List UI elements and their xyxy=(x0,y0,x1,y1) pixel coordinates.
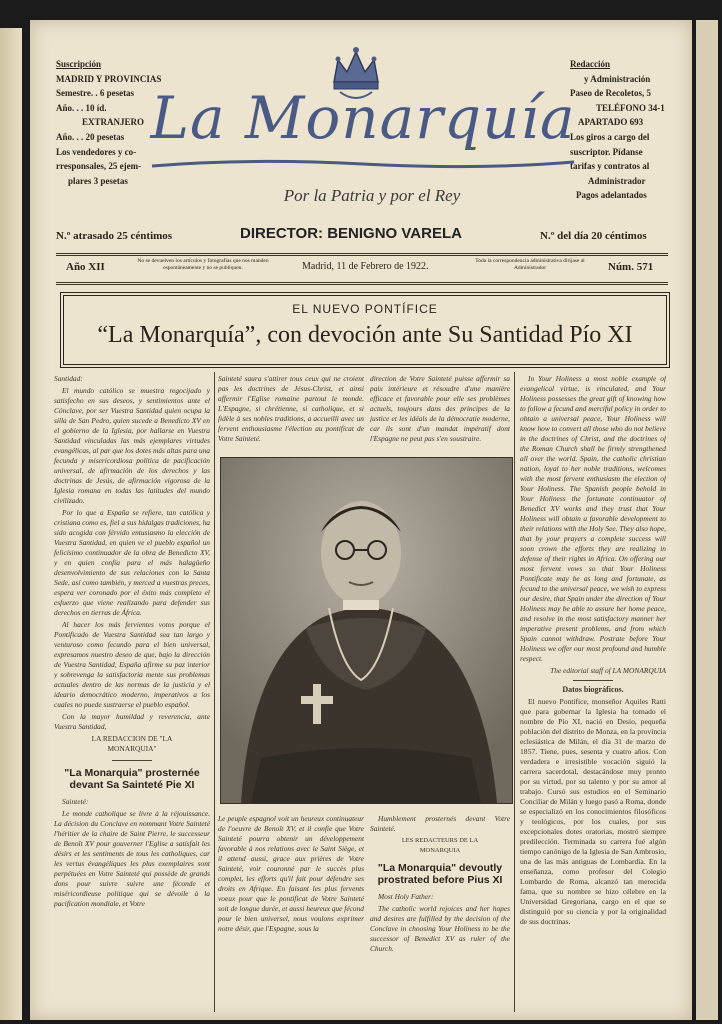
director-line: DIRECTOR: BENIGNO VARELA xyxy=(240,225,462,242)
biography-heading: Datos biográficos. xyxy=(562,685,624,694)
subscription-line: EXTRANJERO xyxy=(82,117,145,128)
english-heading: "La Monarquia" devoutly prostrated before Pius XI xyxy=(377,862,503,886)
back-issue-price: N.º atrasado 25 céntimos xyxy=(56,230,173,242)
french-signature: LES REDACTEURS DE LA MONARQUIA xyxy=(401,837,479,854)
subscription-box xyxy=(56,57,162,188)
letter-paragraph: Por lo que a España se refiere, tan católica y cristiana como es, fiel a sus hidalgas tradiciones, ha sido acogida con férvido entusiasmo la elección de Vuestra Santidad, en quien ve el pueblo español un felicísimo continuador de la obra de Benedicto XV, y en quien confía para el más halagüeño desenvolvimiento de sus relaciones con la Santa Sede, así como también, y merced a vuestras preces, espera ver coronado por el éxito más completo el esfuerzo que viene realizando para defender sus derechos en tierras de África. xyxy=(54,508,210,617)
french-paragraph: Sainteté saura s'attirer tous ceux qui ne croient pas les doctrines de Jésus-Christ, et ainsi affermir l'Eglise romaine partout le monde. L'Espagne, si chrétienne, si catholique, et si fidèle à ses nobles traditions, a accueilli avec un fervent enthousiasme l'élection au pontificat de Votre Sainteté. xyxy=(218,374,364,443)
english-paragraph: In Your Holiness a most noble example of evangelical virtue, is vinculated, and Your Holiness possesses the great gift of knowing how to follow a fecund and merciful policy in order to obtain a universal peace, Your Holiness will know how to convert all those who do not believe in the doctrines of Christ, and the doctrines of the Roman Church shall be firmly strengthened all over the world. Spain, the catholic christian nation, loyal to her noble traditions, welcomes with the most fervent enthusiasm the election of Your Holiness. The Spanish people behold in Your Holiness the fortunate continuator of Benedict XV works and they trust that Your Holiness will obtain a favorable development to their relations with the Holy See. They also hope, that by your prayers a complete success will soon crown the efforts they are realizing in defense of their rights in Africa. On offering our most fervent vows so that Your Holiness Pontificate may be as long and fortunate, as fecund to the universal peace, we wish to express our desire, that Spain under the direction of Your Holiness may be able to assure her home peace, and resolve in the most satisfactory manner her imperative present problems, and from which Spain cannot withdraw. Postrate before Your Holiness we offer our most profound and humble respect. xyxy=(520,374,666,663)
masthead-logo xyxy=(148,76,578,176)
redaction-line: Pagos adelantados xyxy=(576,190,647,201)
subscription-line: plares 3 pesetas xyxy=(68,175,128,186)
redaction-line: Administrador xyxy=(588,175,646,186)
returns-note: No se devuelven los artículos y fotografías que nos manden espontáneamente y no se publiquen. xyxy=(137,258,269,271)
redaction-line: suscriptor. Pídanse xyxy=(570,146,643,157)
spanish-letter-column xyxy=(54,374,210,1014)
letter-signature: LA REDACCION DE "LA MONARQUIA" xyxy=(91,734,173,753)
next-page-edge xyxy=(696,20,718,1020)
french-paragraph: Le peuple espagnol voit un heureux continuateur de l'oeuvre de Benoît XV, et il confie que Votre Sainteté pourra obtenir un développement favorable à nos relations avec le Saint Siège, et il attend aussi, grace aux prières de Votre Sainteté, voir couronné par le succès plus complet, les efforts qu'il fait pour défendre ses droits en Afrique. En faisant les plus fervents voeux pour que le pontificat de Votre Sainteté soit de longue durée, et aussi heureux que fécond pour le bien universel, nous voulons exprimer notre désir, que l'Espagne, sous la xyxy=(218,814,364,933)
newspaper-page xyxy=(30,20,692,1020)
french-closing: Humblement prosternés devant Votre Sainteté. xyxy=(370,814,510,833)
masthead-motto: Por la Patria y por el Rey xyxy=(283,186,461,205)
pope-portrait xyxy=(220,457,513,804)
headline-kicker: EL NUEVO PONTÍFICE xyxy=(292,302,438,316)
salutation: Santidad: xyxy=(54,374,83,383)
redaction-line: APARTADO 693 xyxy=(578,117,644,128)
redaction-line: Paseo de Recoletos, 5 xyxy=(570,88,651,99)
issue-date: Madrid, 11 de Febrero de 1922. xyxy=(302,261,429,272)
masthead-title: La Monarquía xyxy=(150,84,576,152)
french-continued-bottom xyxy=(218,814,364,1014)
redaction-line: tarifas y contratos al xyxy=(570,161,650,172)
french-paragraph: Le monde catholique se livre à la réjouissance. La décision du Conclave en nommant Votre Sainteté l'héritier de la chaire de Saint Pierre, le successeur de Benoît XV pour gouverner l'Eglise a satisfait les désirs et les sentiments de tous les catholiques, car les vertus évangéliques les plus exemplaires sont perpétuées en Votre Sainteté qui possède de grands dons pour suivre suivre une féconde et miséricordieuse politique qui se dévoile à la pacification mondiale, et Votre xyxy=(54,809,210,908)
subscription-line: Semestre. . 6 pesetas xyxy=(56,88,135,99)
subscription-line: Año. . . 20 pesetas xyxy=(56,131,125,142)
french-salutation: Sainteté: xyxy=(62,797,89,806)
redaction-box xyxy=(570,57,670,203)
column-rule xyxy=(514,372,515,1012)
subscription-line: Los vendedores y co- xyxy=(56,146,137,157)
subscription-line: rresponsales, 25 ejem- xyxy=(56,161,142,172)
english-letter-start xyxy=(370,814,510,1014)
french-continued-right xyxy=(370,374,510,448)
year-label: Año XII xyxy=(66,261,105,273)
subscription-line: MADRID Y PROVINCIAS xyxy=(56,73,162,84)
french-continued-top xyxy=(218,374,364,448)
column-rule xyxy=(214,372,215,1012)
editorial-staff-signature: The editorial staff of LA MONARQUIA xyxy=(550,666,666,675)
french-paragraph: direction de Votre Sainteté puisse affermir sa paix intérieure et résoudre d'une manière efficace et favorable pour elle ses problèmes actuels, toujours dans des principes de la justice et les idéals de la démocratie moderne, car ils sont d'un mandat impératif dont l'Espagne ne peut pas s'en soustraire. xyxy=(370,374,510,443)
headline-box xyxy=(60,292,670,368)
french-heading: "La Monarquia" prosternée devant Sa Sainteté Pie XI xyxy=(64,767,200,791)
letter-paragraph: Al hacer los más fervientes votos porque el Pontificado de Vuestra Santidad sea tan largo y venturoso como fecundo para el bien universal, expresamos nuestro deseo de que, bajo la dirección de Vuestra Santidad, España afirme su paz interior y sobrevenga la satisfactoria mente sus problemas actuales dentro de las normas de la justicia y el ideario democrático moderno, imperativos a los cuales no puede sustraerse el pueblo español. xyxy=(54,620,210,709)
info-bar xyxy=(56,253,668,285)
correspondence-note: Toda la correspondencia administrativa dirijase al Administrador xyxy=(475,258,585,271)
letter-paragraph: El mundo católico se muestra regocijado y satisfecho en sus deseos, y sentimientos ante el Cónclave, por ser Vuestra Santidad quien ocupa la silla de San Pedro, quien sucede a Benedicto XV en el gobierno de la Iglesia, por hallarse en Vuestra Santidad vinculadas las más ejemplares virtudes evangélicas, al par que los dotes más altas para una fecunda y misericordiosa política de pacificación universal, de afirmación de los derechos y las doctrinas de Jesús, de afirmación vigorosa de la Iglesia romana en todas las latitudes del mundo civilizado. xyxy=(54,386,210,505)
english-and-bio-column xyxy=(520,374,666,1014)
subscription-heading: Suscripción xyxy=(56,59,102,69)
redaction-heading: Redacción xyxy=(570,59,610,69)
english-salutation: Most Holy Father: xyxy=(378,892,434,901)
issue-number: Núm. 571 xyxy=(608,261,654,273)
day-issue-price: N.º del día 20 céntimos xyxy=(540,230,647,242)
redaction-line: TELÉFONO 34-1 xyxy=(596,102,665,113)
subscription-line: Año. . . 10 íd. xyxy=(56,102,107,113)
binding-spine xyxy=(0,28,22,1020)
redaction-line: y Administración xyxy=(584,73,651,84)
headline-title: “La Monarquía”, con devoción ante Su Santidad Pío XI xyxy=(97,322,633,348)
redaction-line: Los giros a cargo del xyxy=(570,131,650,142)
letter-paragraph: Con la mayor humildad y reverencia, ante Vuestra Santidad, xyxy=(54,712,210,731)
biography-paragraph: El nuevo Pontífice, monseñor Aquiles Ratti que para gobernar la Iglesia ha tomado el nombre de Pío XI, nació en Desio, pequeña población del distrito de Monza, en la provincia eclesiástica de Milán, el día 31 de marzo de 1857. Tiene, pues, sesenta y cuatro años. Con verdadera e irresistible vocación siguió la carrera sacerdotal, destacándose muy pronto por su virtud, por su talento y por su amor al trabajo. Cursó sus estudios en el Seminario Conciliar de Milán y luego pasó a Roma, donde se especializó en los conocimientos filosóficos y teológicos, por los cuales, por sus excepcionales dotes oratorias, mostró siempre predilección. Terminada su carrera fué algún tiempo canónigo de la Iglesia de San Ambrosio, una de las más antiguas de Lombardía. En la enseñanza, como profesor del Colegio Lombardo de Roma, alcanzó tan merecida fama, que su nombre se hizo célebre en la Universidad Gregoriana, cargo en el que se distinguió por su ciencia y por la originalidad de sus doctrinas. xyxy=(520,697,666,926)
english-paragraph: The catholic world rejoices and her hopes and desires are fulfilled by the decision of the Conclave in choosing Your Holiness to be the successor of Benedict XV as ruler of the Church. xyxy=(370,904,510,953)
